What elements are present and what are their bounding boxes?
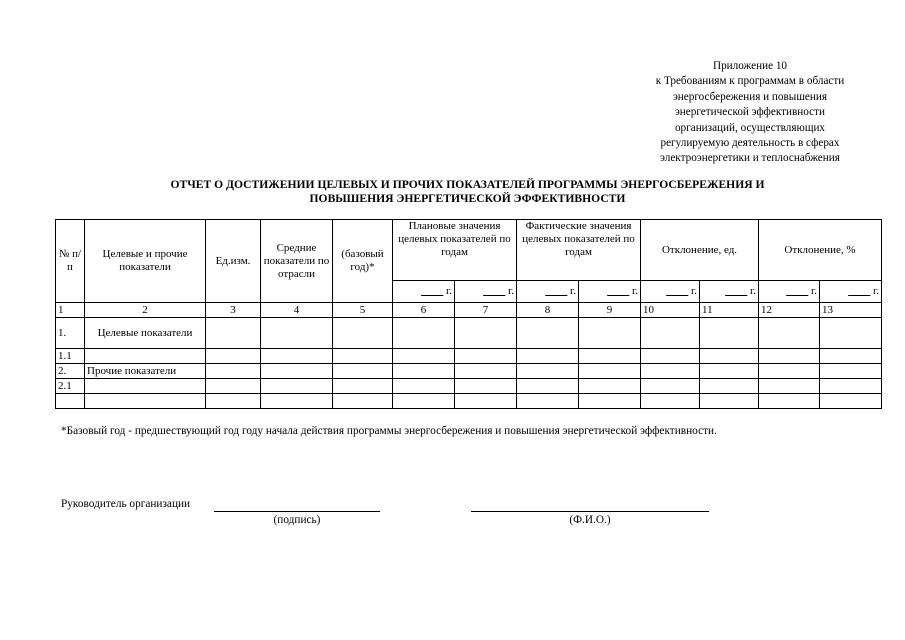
report-table xyxy=(55,219,882,409)
full-name-caption: (Ф.И.О.) xyxy=(569,514,611,526)
appendix-line: Приложение 10 xyxy=(712,60,788,72)
data-cell xyxy=(206,379,261,394)
appendix-line: энергетической эффективности xyxy=(675,106,825,119)
data-cell xyxy=(579,318,641,349)
data-cell xyxy=(641,394,700,409)
row-label xyxy=(85,394,206,409)
data-cell xyxy=(517,318,579,349)
data-cell xyxy=(641,349,700,364)
data-cell xyxy=(820,349,882,364)
data-cell xyxy=(455,318,517,349)
data-cell xyxy=(700,394,759,409)
header-actual: Фактические значения целевых показателей по годам xyxy=(517,220,641,281)
column-number: 11 xyxy=(700,303,759,318)
data-cell xyxy=(759,318,820,349)
table-row xyxy=(56,394,882,409)
data-cell xyxy=(333,394,393,409)
year-cell: ____ г. xyxy=(759,281,820,303)
signature-line[interactable] xyxy=(214,511,380,512)
data-cell xyxy=(700,318,759,349)
data-cell xyxy=(517,394,579,409)
data-cell xyxy=(641,364,700,379)
data-cell xyxy=(759,394,820,409)
row-number xyxy=(56,394,85,409)
signature-caption: (подпись) xyxy=(273,514,321,526)
data-cell xyxy=(393,349,455,364)
row-label xyxy=(85,379,206,394)
data-cell xyxy=(759,364,820,379)
data-cell xyxy=(820,379,882,394)
data-cell xyxy=(517,379,579,394)
header-deviation-percent: Отклонение, % xyxy=(759,220,882,281)
column-number: 7 xyxy=(455,303,517,318)
column-number: 12 xyxy=(759,303,820,318)
data-cell xyxy=(820,394,882,409)
data-cell xyxy=(393,379,455,394)
data-cell xyxy=(700,349,759,364)
data-cell xyxy=(517,364,579,379)
data-cell xyxy=(393,364,455,379)
data-cell xyxy=(261,394,333,409)
data-cell xyxy=(455,349,517,364)
appendix-line: регулируемую деятельность в сферах xyxy=(660,137,840,150)
year-cell: ____ г. xyxy=(393,281,455,303)
data-cell xyxy=(393,318,455,349)
year-cell: ____ г. xyxy=(820,281,882,303)
row-number: 2.1 xyxy=(56,379,85,394)
data-cell xyxy=(700,379,759,394)
data-cell xyxy=(206,349,261,364)
data-cell xyxy=(261,379,333,394)
header-unit: Ед.изм. xyxy=(206,220,261,303)
appendix-note xyxy=(620,59,880,167)
data-cell xyxy=(820,318,882,349)
column-number: 2 xyxy=(85,303,206,318)
row-label: Целевые показатели xyxy=(85,318,206,349)
header-planned: Плановые значения целевых показателей по годам xyxy=(393,220,517,281)
column-number: 9 xyxy=(579,303,641,318)
data-cell xyxy=(579,379,641,394)
data-cell xyxy=(641,318,700,349)
appendix-line: электроэнергетики и теплоснабжения xyxy=(660,152,840,165)
data-cell xyxy=(759,379,820,394)
report-title-line: ПОВЫШЕНИЯ ЭНЕРГЕТИЧЕСКОЙ ЭФФЕКТИВНОСТИ xyxy=(309,192,626,205)
data-cell xyxy=(261,364,333,379)
year-cell: ____ г. xyxy=(517,281,579,303)
data-cell xyxy=(261,349,333,364)
column-number: 3 xyxy=(206,303,261,318)
data-cell xyxy=(579,349,641,364)
data-cell xyxy=(700,364,759,379)
data-cell xyxy=(206,318,261,349)
data-cell xyxy=(333,379,393,394)
report-title xyxy=(90,178,845,206)
row-label: Прочие показатели xyxy=(85,364,206,379)
year-cell: ____ г. xyxy=(579,281,641,303)
data-cell xyxy=(455,364,517,379)
signature-label: Руководитель организации xyxy=(61,498,191,510)
year-cell: ____ г. xyxy=(700,281,759,303)
row-label xyxy=(85,349,206,364)
column-number: 5 xyxy=(333,303,393,318)
column-number: 8 xyxy=(517,303,579,318)
column-number: 13 xyxy=(820,303,882,318)
data-cell xyxy=(206,394,261,409)
data-cell xyxy=(759,349,820,364)
appendix-line: организаций, осуществляющих xyxy=(674,121,826,134)
data-cell xyxy=(579,364,641,379)
header-average: Средние показатели по отрасли xyxy=(261,220,333,303)
header-deviation-unit: Отклонение, ед. xyxy=(641,220,759,281)
header-base-year: (базовый год)* xyxy=(333,220,393,303)
column-number: 1 xyxy=(56,303,85,318)
row-number: 2. xyxy=(56,364,85,379)
data-cell xyxy=(333,349,393,364)
full-name-line[interactable] xyxy=(471,511,709,512)
table-row xyxy=(56,349,882,364)
data-cell xyxy=(517,349,579,364)
column-number: 4 xyxy=(261,303,333,318)
data-cell xyxy=(393,394,455,409)
footnote: *Базовый год - предшествующий год году начала действия программы энергосбережения и повышения энергетической эффективности. xyxy=(61,425,717,437)
data-cell xyxy=(333,318,393,349)
appendix-line: энергосбережения и повышения xyxy=(672,90,828,103)
table-row xyxy=(56,379,882,394)
header-indicators: Целевые и прочие показатели xyxy=(85,220,206,303)
data-cell xyxy=(820,364,882,379)
data-cell xyxy=(641,379,700,394)
row-number: 1.1 xyxy=(56,349,85,364)
data-cell xyxy=(455,379,517,394)
table-row xyxy=(56,318,882,349)
data-cell xyxy=(261,318,333,349)
data-cell xyxy=(206,364,261,379)
data-cell xyxy=(333,364,393,379)
year-cell: ____ г. xyxy=(641,281,700,303)
header-num: № п/п xyxy=(56,220,85,303)
year-cell: ____ г. xyxy=(455,281,517,303)
data-cell xyxy=(579,394,641,409)
table-row xyxy=(56,364,882,379)
column-number: 6 xyxy=(393,303,455,318)
data-cell xyxy=(455,394,517,409)
row-number: 1. xyxy=(56,318,85,349)
column-number: 10 xyxy=(641,303,700,318)
appendix-line: к Требованиям к программам в области xyxy=(655,75,845,88)
report-title-line: ОТЧЕТ О ДОСТИЖЕНИИ ЦЕЛЕВЫХ И ПРОЧИХ ПОКАЗАТЕЛЕЙ ПРОГРАММЫ ЭНЕРГОСБЕРЕЖЕНИЯ И xyxy=(170,178,765,191)
